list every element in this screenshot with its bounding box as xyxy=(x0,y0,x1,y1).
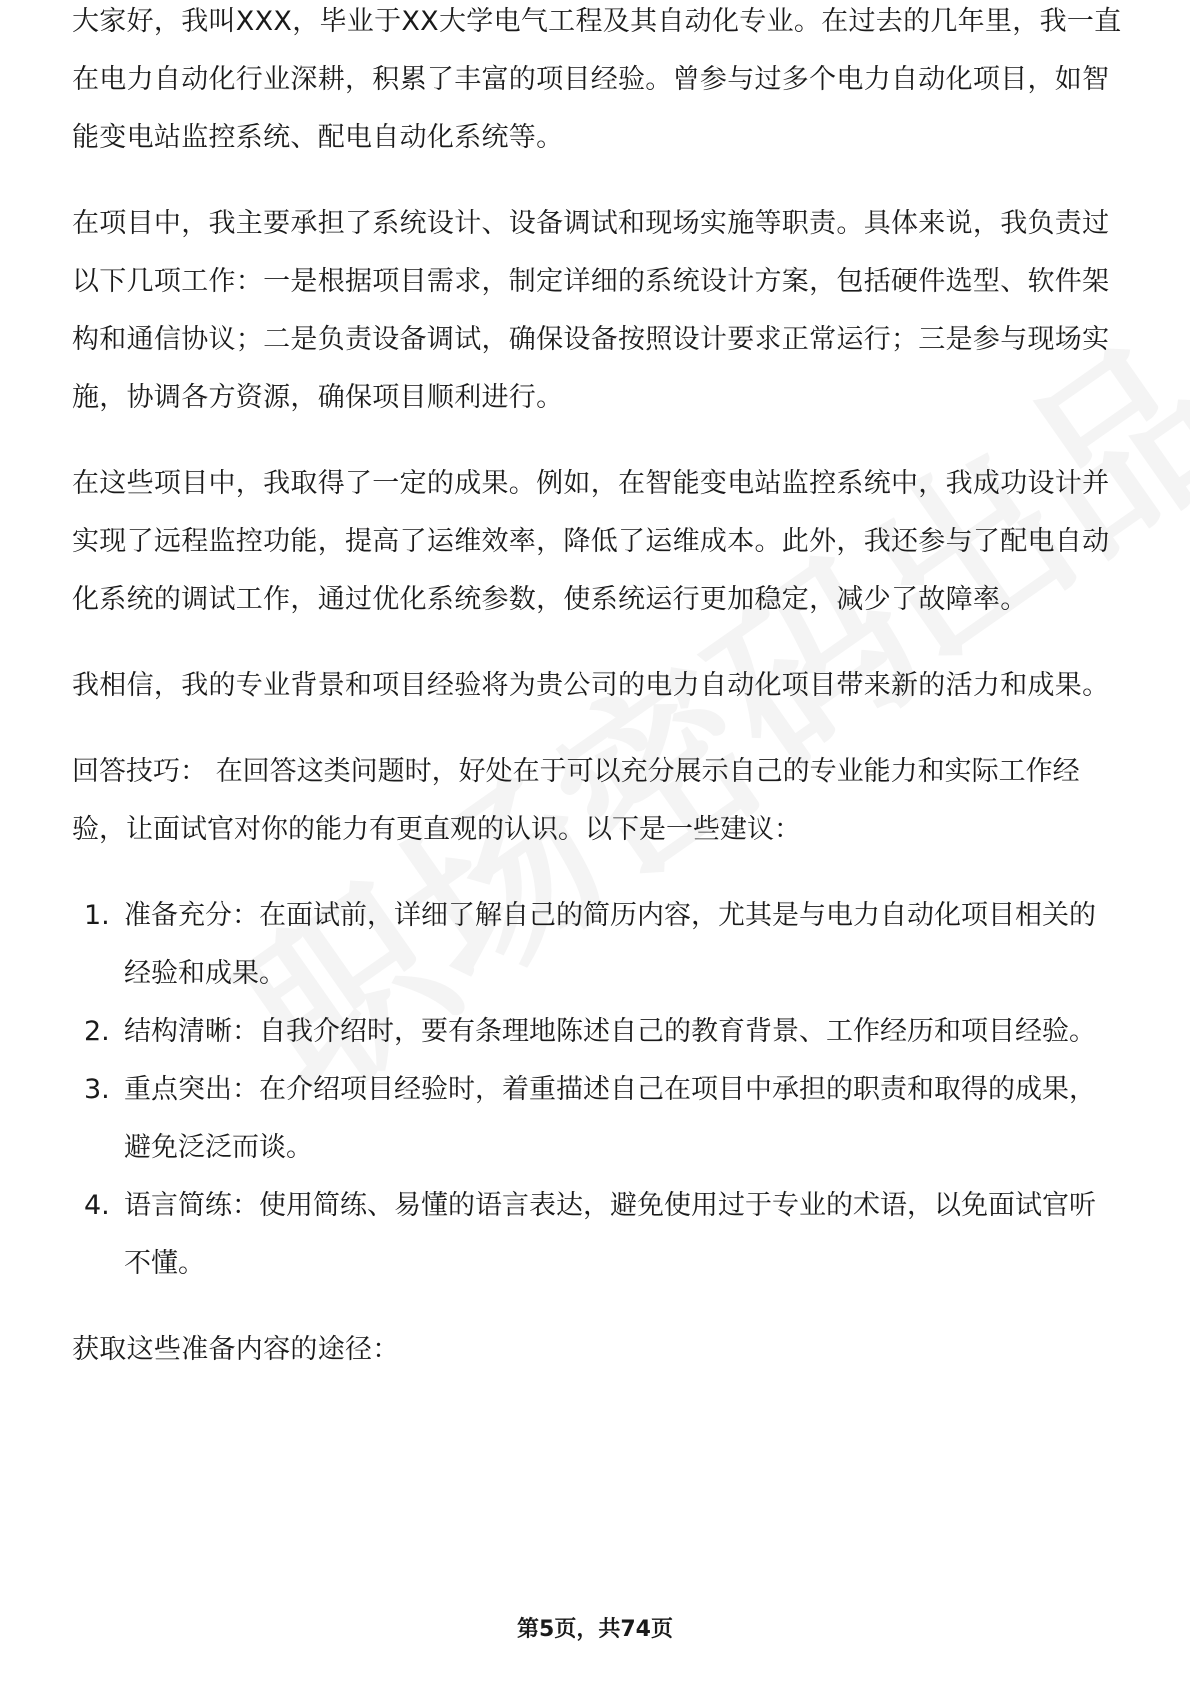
list-item xyxy=(72,887,1122,1003)
list-text: 语言简练：使用简练、易懂的语言表达，避免使用过于专业的术语，以免面试官听不懂。 xyxy=(124,1190,1096,1279)
tips-list xyxy=(72,887,1122,1293)
list-item xyxy=(72,1177,1122,1293)
paragraph-responsibilities: 在项目中，我主要承担了系统设计、设备调试和现场实施等职责。具体来说，我负责过以下几项工作：一是根据项目需求，制定详细的系统设计方案，包括硬件选型、软件架构和通信协议；二是负责设备调试，确保设备按照设计要求正常运行；三是参与现场实施，协调各方资源，确保项目顺利进行。 xyxy=(72,208,1110,413)
closing-line: 获取这些准备内容的途径： xyxy=(72,1334,400,1365)
paragraph-intro: 大家好，我叫XXX，毕业于XX大学电气工程及其自动化专业。在过去的几年里，我一直在电力自动化行业深耕，积累了丰富的项目经验。曾参与过多个电力自动化项目，如智能变电站监控系统、配电自动化系统等。 xyxy=(72,6,1122,153)
document-body xyxy=(72,6,1122,1407)
list-number: 4. xyxy=(84,1190,110,1221)
page-footer: 第5页，共74页 xyxy=(517,1617,673,1642)
list-text: 结构清晰：自我介绍时，要有条理地陈述自己的教育背景、工作经历和项目经验。 xyxy=(124,1016,1096,1047)
answer-tips: 回答技巧： 在回答这类问题时，好处在于可以充分展示自己的专业能力和实际工作经验，让面试官对你的能力有更直观的认识。以下是一些建议： xyxy=(72,756,1080,845)
list-text: 重点突出：在介绍项目经验时，着重描述自己在项目中承担的职责和取得的成果，避免泛泛而谈。 xyxy=(124,1074,1096,1163)
list-item xyxy=(72,1061,1122,1177)
list-text: 准备充分：在面试前，详细了解自己的简历内容，尤其是与电力自动化项目相关的经验和成果。 xyxy=(124,900,1096,989)
list-item xyxy=(72,1003,1122,1061)
paragraph-conclusion: 我相信，我的专业背景和项目经验将为贵公司的电力自动化项目带来新的活力和成果。 xyxy=(72,670,1110,701)
list-number: 1. xyxy=(84,900,110,931)
list-number: 3. xyxy=(84,1074,110,1105)
paragraph-achievements: 在这些项目中，我取得了一定的成果。例如，在智能变电站监控系统中，我成功设计并实现了远程监控功能，提高了运维效率，降低了运维成本。此外，我还参与了配电自动化系统的调试工作，通过优化系统参数，使系统运行更加稳定，减少了故障率。 xyxy=(72,468,1110,615)
list-number: 2. xyxy=(84,1016,110,1047)
